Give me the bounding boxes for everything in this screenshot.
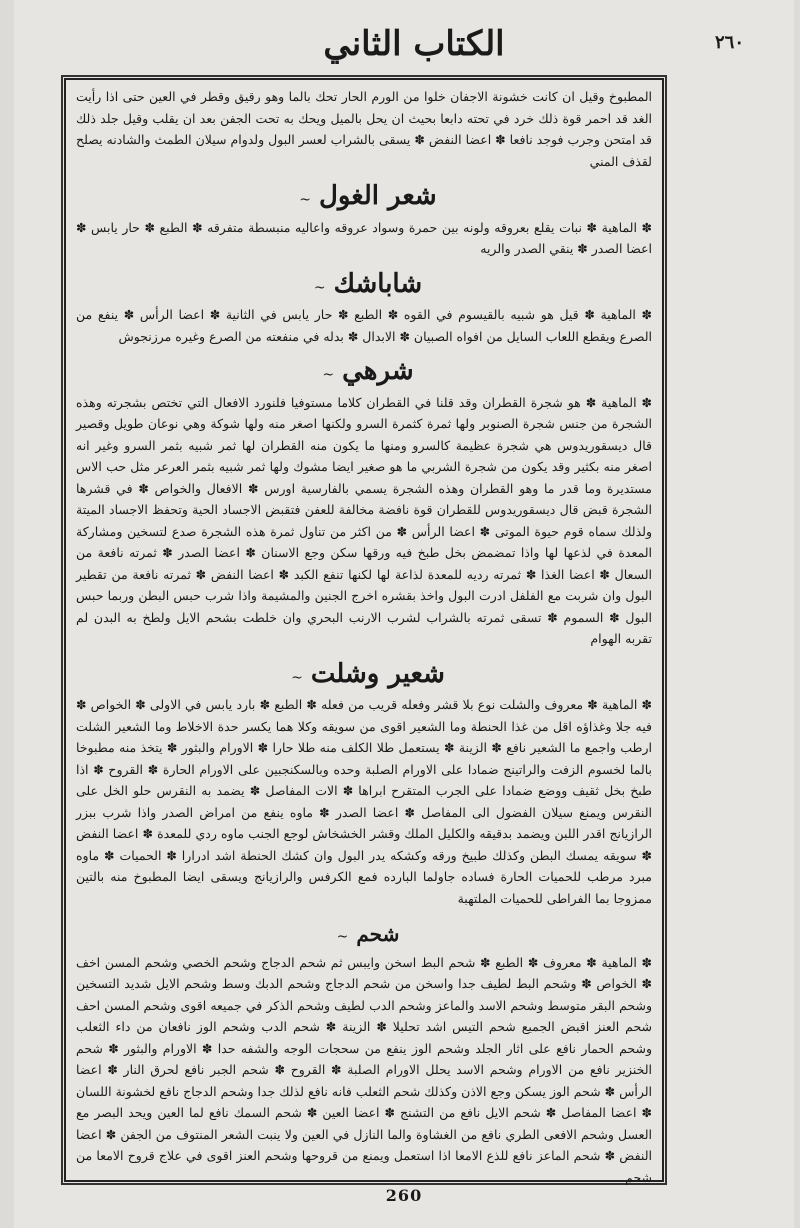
heading-text: شاباشك xyxy=(333,268,423,299)
heading-text: شحم xyxy=(356,922,400,947)
paragraph-shaar-alghoul: ✽ الماهية ✽ نبات يقلع بعروقه ولونه بين حمرة وسواد عروقه واعاليه منبسطة متفرقه ✽ الطبع ✽ حار يابس ✽ اعضا الصدر ✽ ينقي الصدر والريه xyxy=(76,219,652,257)
heading-text: شرهي xyxy=(342,356,414,387)
heading-text: شعر الغول xyxy=(318,181,437,211)
paragraph-shabashak: ✽ الماهية ✽ قيل هو شبيه بالقيسوم في القوه ✽ الطبع ✽ حار يابس في الثانية ✽ اعضا الرأس ✽ ينفع من الصرع ويقطع اللعاب السايل من افواه الصبيان ✽ الابدال ✽ بدله في منفعته من الصرع وغيره مرزنجوش xyxy=(76,307,652,344)
book-page xyxy=(14,0,794,1228)
paragraph-shaeer: ✽ الماهية ✽ معروف والشلت نوع بلا قشر وفعله قريب من فعله ✽ الطبع ✽ بارد يابس في الاولى ✽ الخواص ✽ فيه جلا وغذاؤه اقل من غذا الحنطة وما الشعير اقوى من سويقه وكلا هما يكسر حدة الاخلاط وما الشعير الشلت ارطب واجمع ما الشعير نافع ✽ الزينة ✽ يستعمل طلا الكلف منه طلا حارا ✽ الاورام والبثور ✽ يتخذ منه مطبوخا بالما لخسوم الزفت والراتينج ضمادا على الاورام الصلبة وحده وبالسكنجبين على الاورام الحارة ✽ القروح ✽ اذا طبخ بخل ثقيف ووضع ضمادا على الجرب المتقرح ابراها ✽ الات المفاصل ✽ يضمد به النقرس حلو الخل على النقرس ويمنع سيلان الفضول الى المفاصل ✽ اعضا الصدر ✽ ماوه ينفع من امراض الصدر واذا شرب ببزر الرازيانج اقدر اللبن ويضمد بدقيقه والكليل الملك وقشر الخشخاش لوجع الجنب ماوه ردي للمعدة ✽ اعضا النفض ✽ سويقه يمسك البطن وكذلك طبيخ ورقه وكشكه يدر البول وان كشك الحنطة اشد ادرارا ✽ الحميات ✽ ماوه مبرد مرطب للحميات الحارة فساده جاولما البارده فمع الكرفس والرازيانج ويسقى ايضا المطبوخ منه بالتين ممزوجا بما الفراطى للحميات الملتهبة xyxy=(76,697,652,906)
ornament-icon: ~ xyxy=(299,192,311,208)
heading-text: شعير وشلت xyxy=(310,658,445,689)
ornament-icon: ~ xyxy=(291,669,303,686)
page-header xyxy=(84,24,744,72)
page-number-top: ٢٦٠ xyxy=(714,32,744,53)
ornament-icon: ~ xyxy=(313,279,326,296)
page-number-bottom: 260 xyxy=(385,1186,423,1205)
paragraph-sharhi: ✽ الماهية ✽ هو شجرة القطران وقد قلنا في القطران كلاما مستوفيا فلنورد الافعال التي تختص بشجرته وهذه الشجرة من جنس شجرة الصنوبر ولها ثمرة كثمرة السرو ولكنها اصغر منه ولها شوكة وهي نوعان طويل وقصير قال ديسقوريدوس هي شجرة عظيمة كالسرو ومنها ما يكون منه القطران لها ثمر شبيه بثمر السرو وغير انه اصغر منه بكثير وقد يكون من شجرة الشربي ما هو صغير ايضا مشوك ولها ثمر شبيه بثمر العرعر مثل حب الاس مستديرة وما قدر ما وهو القطران وهذه الشجرة يسمي بالفارسية اورس ✽ الافعال والخواص ✽ في قشرها الشجرة قبض قال ديسقوريدوس للقطران قوة نافضة مخالفة للعفن فتقبض الاجساد الحية وتحفظ الاجساد الميتة ولذلك سماه قوم حيوة الموتى ✽ اعضا الرأس ✽ من اكثر من تناول ثمرة هذه الشجرة صدع لتسخين ومشاركة المعدة في لذعها لها واذا تمضمض بخل طبخ فيه ورقها سكن وجع الاسنان ✽ اعضا الصدر ✽ ثمرته نافعة من السعال ✽ اعضا الغذا ✽ ثمرته رديه للمعدة لذاعة لها لكنها تنفع الكبد ✽ اعضا النفض ✽ ثمرته نافعة من تقطير البول وان شربت مع الفلفل ادرت البول واخذ بقشره اخرج الجنين والمشيمة واذا شرب حبس البطن وربما حبس البول ✽ السموم ✽ تسقى ثمرته بالشراب لشرب الارنب البحري وان خلطت بشحم الايل ولطخ به البدن لم تقربه الهوام xyxy=(76,394,652,647)
section-heading-shaeer xyxy=(76,660,652,689)
page-title: الكتاب الثاني xyxy=(323,24,505,64)
section-heading-sharhi xyxy=(76,357,652,386)
section-heading-shahm xyxy=(76,923,652,945)
ornament-icon: ~ xyxy=(336,929,349,946)
main-text xyxy=(76,86,652,1185)
paragraph-shahm: ✽ الماهية ✽ معروف ✽ الطبع ✽ شحم البط اسخن وايبس ثم شحم الدجاج وشحم الخصي وشحم المسن اخف ✽ الخواص ✽ وشحم البط لطيف جدا واسخن من شحم الدجاج وشحم الدبك وسط وشحم الايل شديد التسخين وشحم البقر متوسط وشحم الاسد والماعز وشحم الدب لطيف وشحم الذكر في جميعه اقوى وشحم المسن احف شحم العنز اقبض الجميع شحم التيس اشد تحليلا ✽ الزينة ✽ شحم الدب وشحم الوز نافعان من داء الثعلب وشحم الحمار نافع على اثار الجلد وشحم الوز ينفع من سحجات الوجه والشفه حدا ✽ الاورام والبثور ✽ شحم الخنزير نافع من الاورام وشحم الاسد يحلل الاورام الصلبة ✽ القروح ✽ شحم الجبر نافع لحرق النار ✽ اعضا الرأس ✽ شحم الوز يسكن وجع الاذن وكذلك شحم الثعلب فانه نافع لذلك جدا وشحم الدجاج نافع لخشونة اللسان ✽ اعضا المفاصل ✽ شحم الايل نافع من التشنج ✽ اعضا العين ✽ شحم السمك نافع لما العين ويحد البصر مع العسل وشحم الافعى الطري نافع من الغشاوة والما النازل في العين ولا ينبت الشعر المنتوف من الجفن ✽ اعضا النفض ✽ شحم الماعز نافع للذع الامعا اذا استعمل ويمنع من قروحها وشحم العنز اقوى في علاج قروح الامعا من شحم xyxy=(76,954,652,1185)
section-heading-shabashak xyxy=(76,270,652,299)
section-heading-shaar-alghoul xyxy=(76,182,652,211)
text-frame xyxy=(64,78,664,1185)
ornament-icon: ~ xyxy=(322,367,335,384)
paragraph-intro: المطبوخ وقيل ان كانت خشونة الاجفان خلوا من الورم الحار تحك بالما وهو رقيق وقطر في العين حتى اذا رأيت الغد قد احمر قوة ذلك خرد في تحته دابعا بحيث ان يحل بالميل ويحك به تحت الجفن بعد ان يقلب وقيل جلد ذلك قد امتحن وجرب فوجد نافعا ✽ اعضا النفض ✽ يسقى بالشراب لعسر البول ولدوام سيلان الطمث والشادنه يصلح لقذف المني xyxy=(76,89,652,169)
